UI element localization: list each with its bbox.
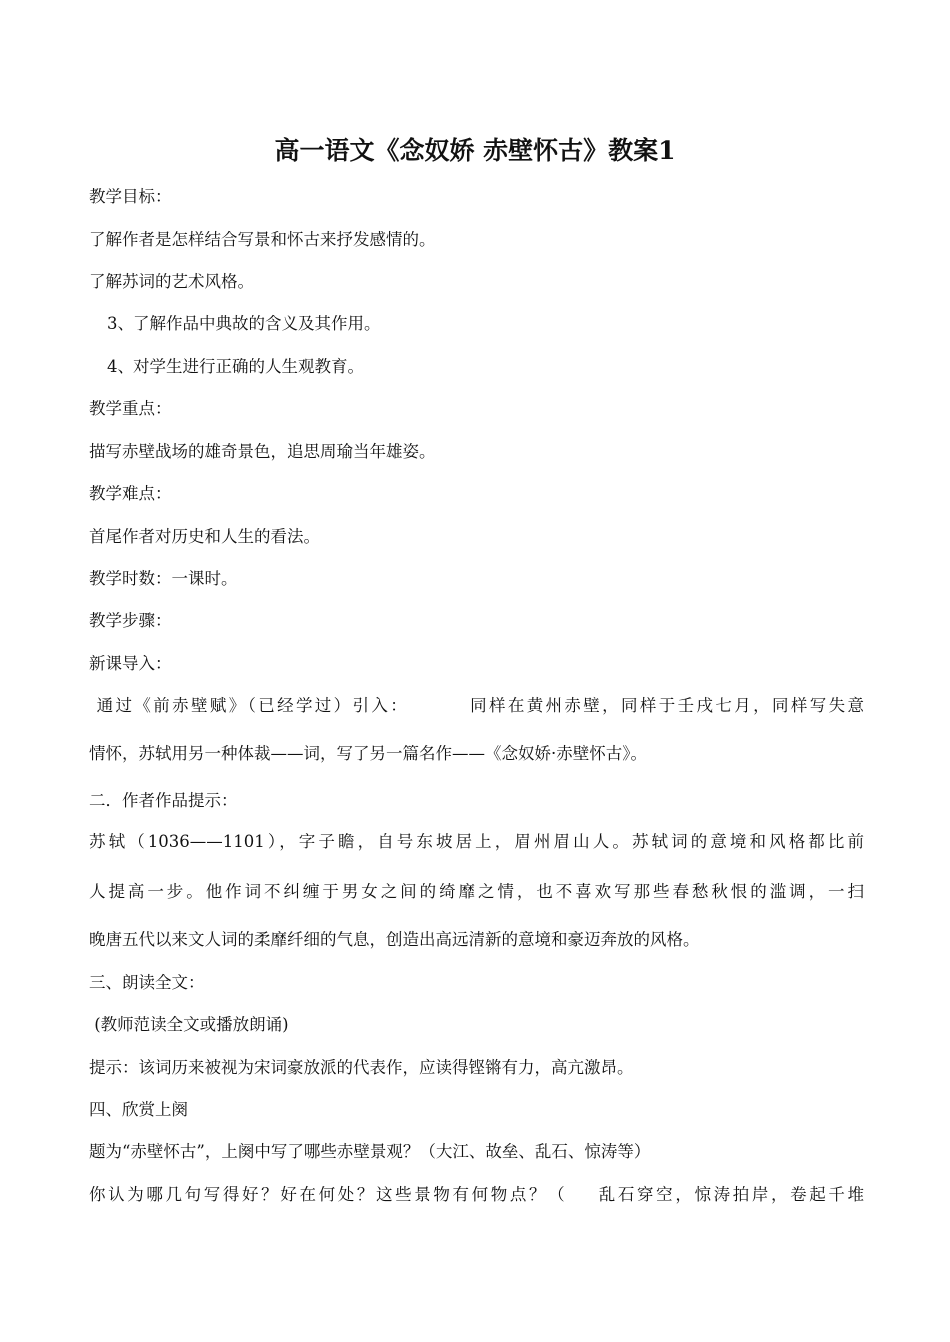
goal-4 — [89, 356, 864, 378]
teaching-goals-heading: 教学目标： — [89, 187, 172, 206]
goal-2: 了解苏词的艺术风格。 — [89, 272, 254, 291]
author-paragraph-line-2: 人提高一步。他作词不纠缠于男女之间的绮靡之情，也不喜欢写那些春愁秋恨的滥调，一扫 — [89, 882, 864, 901]
author-paragraph-line-1: 苏轼（1036——1101），字子瞻，自号东坡居上，眉州眉山人。苏轼词的意境和风格都比前 — [89, 832, 864, 851]
goal-3 — [89, 313, 864, 335]
upper-stanza-question-2: 你认为哪几句写得好？好在何处？这些景物有何物点？（ 乱石穿空，惊涛拍岸，卷起千堆 — [89, 1185, 864, 1204]
difficult-points-text: 首尾作者对历史和人生的看法。 — [89, 527, 320, 546]
key-points-heading: 教学重点： — [89, 399, 172, 418]
upper-stanza-heading: 四、欣赏上阕 — [89, 1100, 188, 1119]
intro-paragraph-line-1: 通过《前赤壁赋》（已经学过）引入： 同样在黄州赤壁，同样于壬戌七月，同样写失意 — [89, 696, 864, 715]
author-paragraph-line-3: 晚唐五代以来文人词的柔靡纤细的气息，创造出高远清新的意境和豪迈奔放的风格。 — [89, 930, 700, 949]
intro-paragraph-line-2: 情怀，苏轼用另一种体裁——词，写了另一篇名作——《念奴娇·赤壁怀古》。 — [89, 744, 647, 763]
goal-3-text: 了解作品中典故的含义及其作用。 — [133, 314, 381, 333]
class-hours: 教学时数：一课时。 — [89, 569, 238, 588]
author-section-heading: 二．作者作品提示： — [89, 791, 238, 810]
goal-1: 了解作者是怎样结合写景和怀古来抒发感情的。 — [89, 230, 436, 249]
goal-3-number: 3、 — [107, 314, 134, 333]
upper-stanza-question-1: 题为“赤壁怀古”，上阕中写了哪些赤壁景观？（大江、故垒、乱石、惊涛等） — [89, 1142, 651, 1161]
reading-section-heading: 三、朗读全文： — [89, 973, 205, 992]
key-points-text: 描写赤壁战场的雄奇景色，追思周瑜当年雄姿。 — [89, 442, 436, 461]
reading-tip: 提示：该词历来被视为宋词豪放派的代表作，应读得铿锵有力，高亢激昂。 — [89, 1058, 634, 1077]
reading-note: (教师范读全文或播放朗诵) — [89, 1015, 289, 1034]
goal-4-text: 对学生进行正确的人生观教育。 — [133, 357, 364, 376]
difficult-points-heading: 教学难点： — [89, 484, 172, 503]
lesson-intro-heading: 新课导入： — [89, 654, 172, 673]
document-title: 高一语文《念奴娇 赤壁怀古》教案1 — [274, 136, 676, 165]
goal-4-number: 4、 — [107, 357, 134, 376]
teaching-steps-heading: 教学步骤： — [89, 611, 172, 630]
